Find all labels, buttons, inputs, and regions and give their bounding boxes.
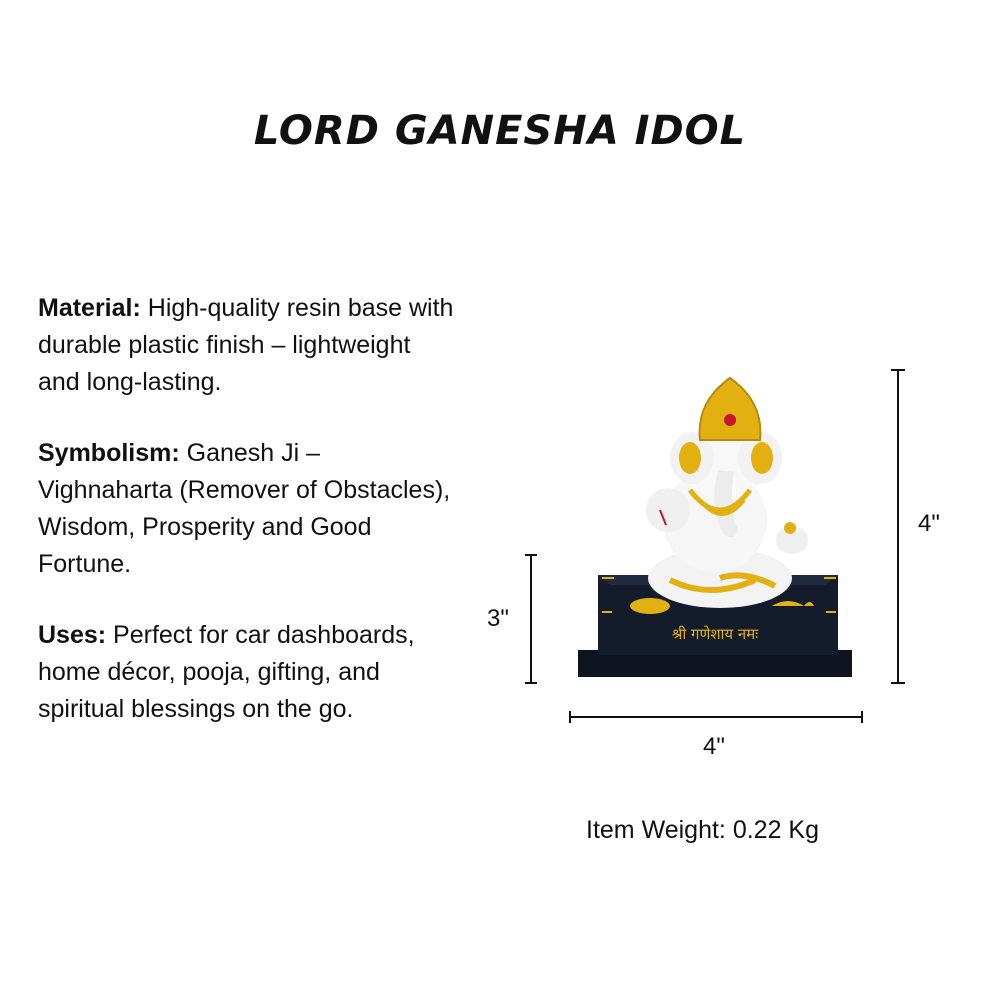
- item-weight: Item Weight: 0.22 Kg: [586, 816, 819, 844]
- material-section: Material: High-quality resin base with durable plastic finish – lightweight and long-lasting.: [38, 294, 454, 396]
- width-label: 4": [703, 733, 725, 760]
- ganesha-figure: [630, 378, 814, 614]
- page-title: LORD GANESHA IDOL: [253, 108, 747, 154]
- base-inscription: श्री गणेशाय नमः: [671, 625, 759, 643]
- height-base-label: 3": [487, 605, 509, 632]
- height-total-label: 4": [918, 510, 940, 537]
- uses-section: Uses: Perfect for car dashboards, home décor, pooja, gifting, and spiritual blessings on the go.: [38, 621, 415, 723]
- symbolism-section: Symbolism: Ganesh Ji – Vighnaharta (Remover of Obstacles), Wisdom, Prosperity and Good Fortune.: [38, 439, 451, 578]
